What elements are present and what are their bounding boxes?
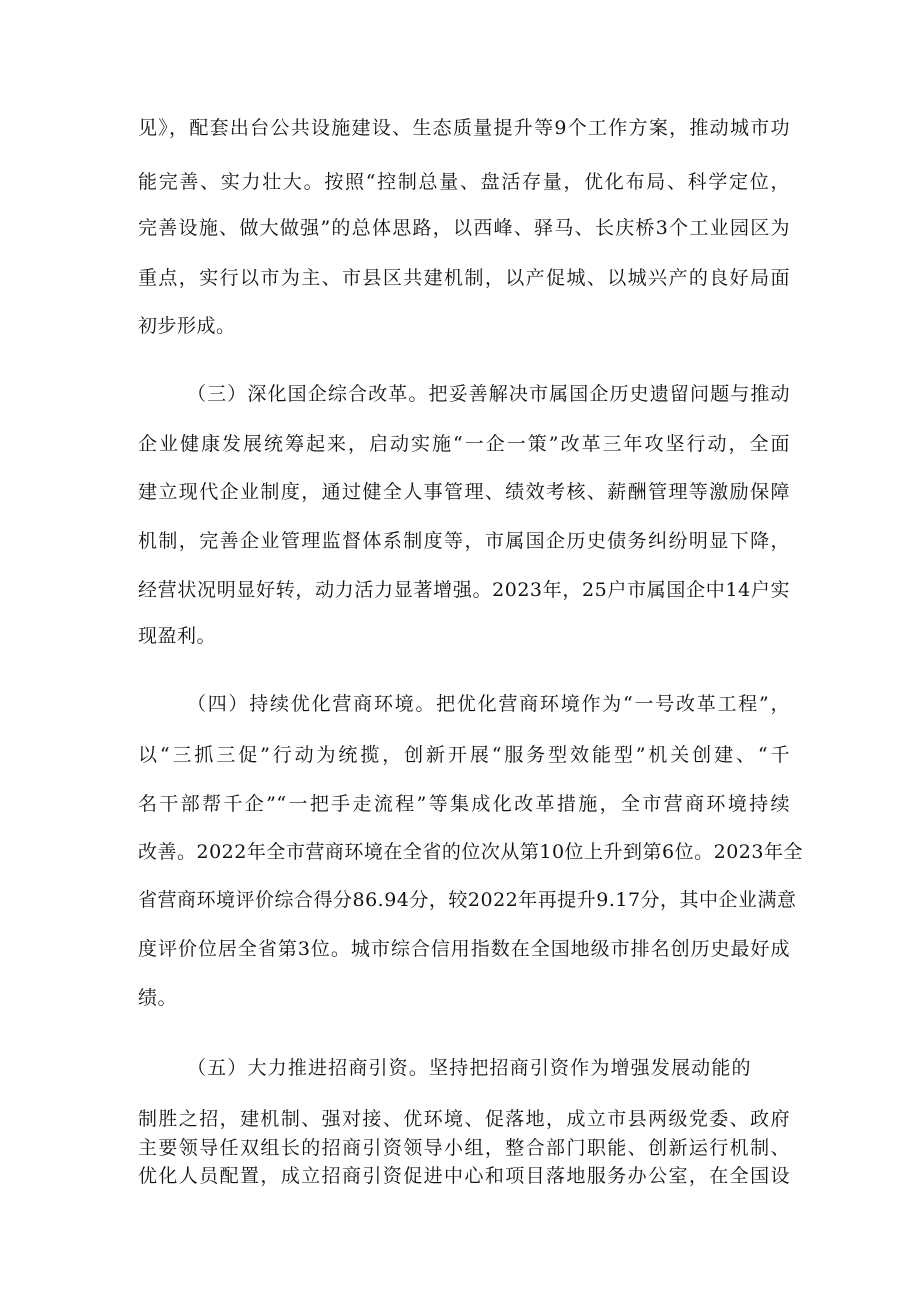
paragraph-line: 初步形成。 <box>138 315 236 337</box>
paragraph-line: 企业健康发展统筹起来，启动实施“一企一策”改革三年攻坚行动，全面 <box>138 433 790 455</box>
paragraph-line: 经营状况明显好转，动力活力显著增强。2023年，25户市属国企中14户实 <box>138 579 790 601</box>
paragraph-line: 绩。 <box>138 987 178 1009</box>
paragraph-line: 制胜之招，建机制、强对接、优环境、促落地，成立市县两级党委、政府 <box>138 1108 790 1130</box>
paragraph-heading-line: （三）深化国企综合改革。把妥善解决市属国企历史遗留问题与推动 <box>187 383 790 405</box>
paragraph-heading-line: （四）持续优化营商环境。把优化营商环境作为“一号改革工程”， <box>187 693 790 715</box>
paragraph-line: 优化人员配置，成立招商引资促进中心和项目落地服务办公室，在全国设 <box>138 1165 790 1187</box>
paragraph-line: 能完善、实力壮大。按照“控制总量、盘活存量，优化布局、科学定位， <box>138 171 790 193</box>
paragraph-line: 以“三抓三促”行动为统揽，创新开展“服务型效能型”机关创建、“千 <box>138 744 790 766</box>
paragraph-line: 主要领导任双组长的招商引资领导小组，整合部门职能、创新运行机制、 <box>138 1137 790 1159</box>
paragraph-line: 改善。2022年全市营商环境在全省的位次从第10位上升到第6位。2023年全 <box>138 841 803 863</box>
paragraph-line: 重点，实行以市为主、市县区共建机制，以产促城、以城兴产的良好局面 <box>138 267 790 289</box>
paragraph-line: 名干部帮千企”“一把手走流程”等集成化改革措施，全市营商环境持续 <box>138 793 790 815</box>
paragraph-line: 见》，配套出台公共设施建设、生态质量提升等9个工作方案，推动城市功 <box>138 117 790 139</box>
paragraph-line: 建立现代企业制度，通过健全人事管理、绩效考核、薪酬管理等激励保障 <box>138 481 790 503</box>
paragraph-line: 现盈利。 <box>138 625 217 647</box>
paragraph-line: 机制，完善企业管理监督体系制度等，市属国企历史债务纠纷明显下降， <box>138 530 790 552</box>
paragraph-heading-line: （五）大力推进招商引资。坚持把招商引资作为增强发展动能的 <box>187 1057 751 1079</box>
paragraph-line: 完善设施、做大做强”的总体思路，以西峰、驿马、长庆桥3个工业园区为 <box>138 217 790 239</box>
paragraph-line: 度评价位居全省第3位。城市综合信用指数在全国地级市排名创历史最好成 <box>138 938 790 960</box>
paragraph-line: 省营商环境评价综合得分86.94分，较2022年再提升9.17分，其中企业满意 <box>138 889 797 911</box>
